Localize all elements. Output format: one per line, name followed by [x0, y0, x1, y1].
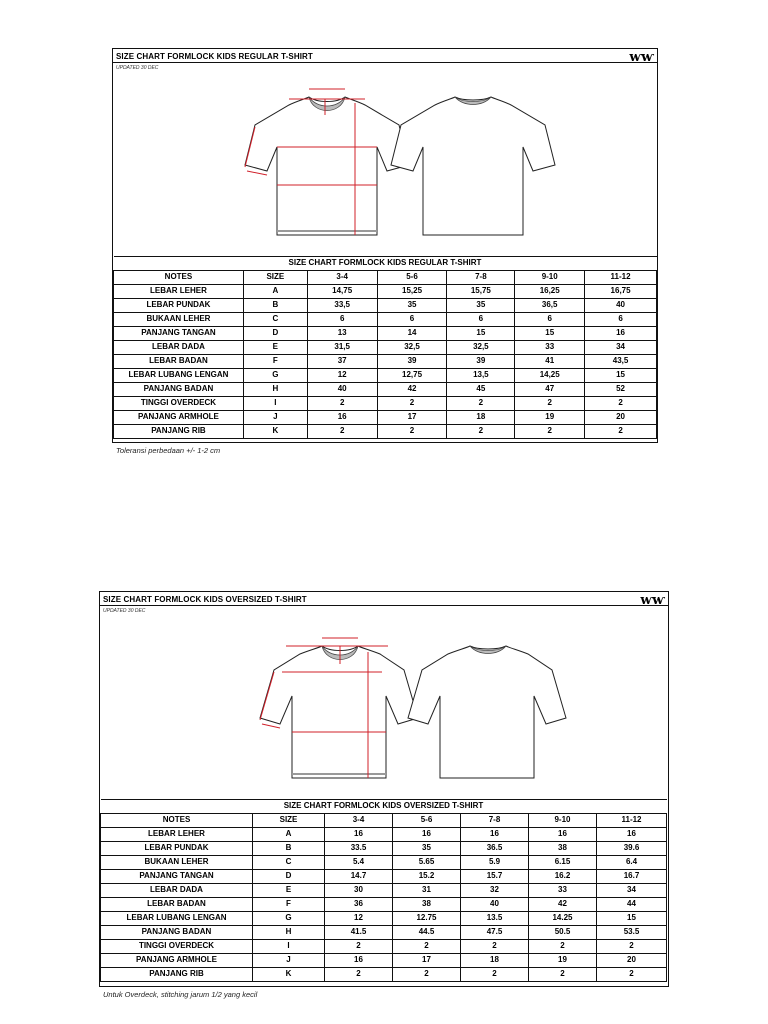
measurement-code: E [243, 341, 307, 355]
size-value: 31 [393, 884, 461, 898]
measurement-code: I [253, 940, 325, 954]
tshirt-illustration [113, 79, 657, 255]
measurement-code: J [243, 411, 307, 425]
size-value: 12,75 [377, 369, 447, 383]
size-value: 50.5 [529, 926, 597, 940]
size-value: 16 [461, 828, 529, 842]
size-value: 31,5 [307, 341, 377, 355]
size-value: 20 [585, 411, 657, 425]
size-value: 32,5 [447, 341, 515, 355]
size-value: 42 [529, 898, 597, 912]
size-value: 2 [597, 940, 667, 954]
size-value: 2 [393, 968, 461, 982]
measurement-name: PANJANG RIB [101, 968, 253, 982]
size-value: 5.9 [461, 856, 529, 870]
measurement-name: LEBAR BADAN [101, 898, 253, 912]
table-row [114, 425, 657, 439]
size-value: 32,5 [377, 341, 447, 355]
size-value: 2 [515, 425, 585, 439]
size-value: 16 [325, 954, 393, 968]
measurement-code: D [243, 327, 307, 341]
table-body [114, 285, 657, 439]
size-value: 5.4 [325, 856, 393, 870]
measurement-name: PANJANG BADAN [101, 926, 253, 940]
size-value: 14,75 [307, 285, 377, 299]
table-row [101, 898, 667, 912]
table-row [101, 912, 667, 926]
size-value: 20 [597, 954, 667, 968]
col-header: SIZE [243, 271, 307, 285]
measurement-name: LEBAR BADAN [114, 355, 244, 369]
measurement-name: LEBAR LUBANG LENGAN [114, 369, 244, 383]
size-value: 40 [585, 299, 657, 313]
size-value: 2 [307, 397, 377, 411]
measurement-code: D [253, 870, 325, 884]
size-value: 16 [325, 828, 393, 842]
measurement-code: G [243, 369, 307, 383]
brand-logo-icon: ⱳⱳ [640, 593, 664, 608]
divider [113, 62, 657, 63]
size-value: 47.5 [461, 926, 529, 940]
measurement-code: K [243, 425, 307, 439]
measurement-name: LEBAR LUBANG LENGAN [101, 912, 253, 926]
table-row [101, 870, 667, 884]
size-value: 33.5 [325, 842, 393, 856]
measurement-code: H [243, 383, 307, 397]
tshirt-front-icon [260, 638, 418, 778]
size-value: 17 [377, 411, 447, 425]
table-caption-row [101, 800, 667, 814]
measurement-code: A [253, 828, 325, 842]
size-value: 19 [529, 954, 597, 968]
size-value: 38 [529, 842, 597, 856]
table-row [101, 940, 667, 954]
measurement-name: PANJANG BADAN [114, 383, 244, 397]
measurement-name: PANJANG ARMHOLE [114, 411, 244, 425]
size-value: 34 [597, 884, 667, 898]
size-value: 2 [325, 968, 393, 982]
measurement-name: LEBAR DADA [114, 341, 244, 355]
measurement-name: TINGGI OVERDECK [101, 940, 253, 954]
size-value: 53.5 [597, 926, 667, 940]
size-table [113, 256, 657, 439]
col-header: SIZE [253, 814, 325, 828]
size-value: 37 [307, 355, 377, 369]
measurement-code: C [253, 856, 325, 870]
size-value: 41.5 [325, 926, 393, 940]
size-value: 2 [325, 940, 393, 954]
measurement-name: LEBAR PUNDAK [101, 842, 253, 856]
col-header: 11-12 [585, 271, 657, 285]
table-row [101, 954, 667, 968]
table-header-row [101, 814, 667, 828]
measurement-name: BUKAAN LEHER [114, 313, 244, 327]
size-value: 35 [377, 299, 447, 313]
table-row [114, 355, 657, 369]
size-value: 35 [393, 842, 461, 856]
size-value: 2 [307, 425, 377, 439]
size-value: 43,5 [585, 355, 657, 369]
col-header: 9-10 [529, 814, 597, 828]
size-value: 42 [377, 383, 447, 397]
size-value: 34 [585, 341, 657, 355]
size-value: 2 [461, 968, 529, 982]
table-row [114, 369, 657, 383]
size-value: 15 [585, 369, 657, 383]
size-value: 15 [597, 912, 667, 926]
tshirt-diagram [100, 622, 668, 798]
table-row [114, 341, 657, 355]
tshirt-diagram [113, 79, 657, 255]
table-row [101, 842, 667, 856]
size-chart-regular [112, 48, 658, 443]
table-row [101, 884, 667, 898]
table-row [114, 383, 657, 397]
size-value: 15 [515, 327, 585, 341]
size-value: 40 [461, 898, 529, 912]
table-header-row [114, 271, 657, 285]
size-value: 6.15 [529, 856, 597, 870]
size-value: 2 [585, 397, 657, 411]
size-value: 13,5 [447, 369, 515, 383]
size-value: 12.75 [393, 912, 461, 926]
col-header: 7-8 [447, 271, 515, 285]
table-row [101, 926, 667, 940]
table-row [101, 968, 667, 982]
size-value: 15.7 [461, 870, 529, 884]
measurement-code: F [243, 355, 307, 369]
table-row [114, 285, 657, 299]
size-value: 18 [447, 411, 515, 425]
measurement-name: PANJANG ARMHOLE [101, 954, 253, 968]
size-value: 17 [393, 954, 461, 968]
size-value: 2 [529, 968, 597, 982]
sheet-title: SIZE CHART FORMLOCK KIDS REGULAR T-SHIRT [116, 52, 313, 61]
size-value: 36,5 [515, 299, 585, 313]
measurement-name: LEBAR PUNDAK [114, 299, 244, 313]
size-value: 33 [515, 341, 585, 355]
size-table [100, 799, 667, 982]
col-header: NOTES [101, 814, 253, 828]
size-value: 13 [307, 327, 377, 341]
size-value: 35 [447, 299, 515, 313]
measurement-name: BUKAAN LEHER [101, 856, 253, 870]
size-value: 15.2 [393, 870, 461, 884]
measurement-name: LEBAR DADA [101, 884, 253, 898]
size-value: 16,25 [515, 285, 585, 299]
size-value: 5.65 [393, 856, 461, 870]
size-value: 2 [447, 397, 515, 411]
size-value: 12 [325, 912, 393, 926]
size-value: 16 [597, 828, 667, 842]
size-value: 18 [461, 954, 529, 968]
tshirt-illustration [100, 622, 668, 798]
size-value: 6 [447, 313, 515, 327]
size-value: 2 [461, 940, 529, 954]
measurement-code: A [243, 285, 307, 299]
brand-logo-icon: ⱳⱳ [629, 50, 653, 65]
size-value: 52 [585, 383, 657, 397]
size-value: 15,25 [377, 285, 447, 299]
table-row [114, 327, 657, 341]
updated-date: UPDATED 30 DEC [116, 65, 159, 71]
size-value: 2 [393, 940, 461, 954]
measurement-code: B [253, 842, 325, 856]
size-value: 2 [447, 425, 515, 439]
size-value: 2 [597, 968, 667, 982]
measurement-code: K [253, 968, 325, 982]
size-value: 16 [393, 828, 461, 842]
table-row [114, 397, 657, 411]
size-value: 47 [515, 383, 585, 397]
size-value: 36.5 [461, 842, 529, 856]
col-header: NOTES [114, 271, 244, 285]
size-value: 19 [515, 411, 585, 425]
size-value: 14.25 [529, 912, 597, 926]
size-value: 14.7 [325, 870, 393, 884]
col-header: 5-6 [393, 814, 461, 828]
size-value: 2 [377, 425, 447, 439]
measurement-name: PANJANG TANGAN [101, 870, 253, 884]
size-value: 6 [585, 313, 657, 327]
col-header: 11-12 [597, 814, 667, 828]
measurement-code: C [243, 313, 307, 327]
updated-date: UPDATED 30 DEC [103, 608, 146, 614]
size-value: 33,5 [307, 299, 377, 313]
size-value: 41 [515, 355, 585, 369]
size-value: 38 [393, 898, 461, 912]
size-value: 14 [377, 327, 447, 341]
divider [100, 605, 668, 606]
size-value: 13.5 [461, 912, 529, 926]
size-value: 6 [307, 313, 377, 327]
size-chart-oversized [99, 591, 669, 987]
col-header: 3-4 [325, 814, 393, 828]
table-caption: SIZE CHART FORMLOCK KIDS REGULAR T-SHIRT [114, 257, 657, 271]
size-value: 36 [325, 898, 393, 912]
table-caption: SIZE CHART FORMLOCK KIDS OVERSIZED T-SHIRT [101, 800, 667, 814]
size-value: 16 [529, 828, 597, 842]
size-value: 15 [447, 327, 515, 341]
size-value: 40 [307, 383, 377, 397]
size-value: 30 [325, 884, 393, 898]
measurement-code: G [253, 912, 325, 926]
footnote: Untuk Overdeck, stitching jarum 1/2 yang kecil [103, 990, 258, 999]
measurement-code: F [253, 898, 325, 912]
col-header: 9-10 [515, 271, 585, 285]
size-value: 39.6 [597, 842, 667, 856]
measurement-name: PANJANG TANGAN [114, 327, 244, 341]
size-value: 33 [529, 884, 597, 898]
tshirt-front-icon [245, 89, 409, 235]
tshirt-back-icon [391, 97, 555, 235]
measurement-name: TINGGI OVERDECK [114, 397, 244, 411]
size-value: 6 [377, 313, 447, 327]
size-value: 2 [515, 397, 585, 411]
measurement-code: I [243, 397, 307, 411]
size-value: 16.7 [597, 870, 667, 884]
size-value: 44 [597, 898, 667, 912]
measurement-code: H [253, 926, 325, 940]
size-value: 6.4 [597, 856, 667, 870]
size-value: 44.5 [393, 926, 461, 940]
col-header: 5-6 [377, 271, 447, 285]
measurement-name: LEBAR LEHER [101, 828, 253, 842]
size-value: 2 [585, 425, 657, 439]
size-value: 16,75 [585, 285, 657, 299]
table-row [101, 856, 667, 870]
table-row [114, 313, 657, 327]
table-caption-row [114, 257, 657, 271]
size-value: 32 [461, 884, 529, 898]
measurement-name: PANJANG RIB [114, 425, 244, 439]
size-value: 45 [447, 383, 515, 397]
table-row [101, 828, 667, 842]
size-value: 14,25 [515, 369, 585, 383]
size-value: 12 [307, 369, 377, 383]
size-value: 39 [377, 355, 447, 369]
size-value: 2 [529, 940, 597, 954]
table-body [101, 828, 667, 982]
size-value: 16 [585, 327, 657, 341]
size-value: 16 [307, 411, 377, 425]
col-header: 3-4 [307, 271, 377, 285]
measurement-code: B [243, 299, 307, 313]
measurement-code: E [253, 884, 325, 898]
sheet-title: SIZE CHART FORMLOCK KIDS OVERSIZED T-SHIRT [103, 595, 307, 604]
size-value: 39 [447, 355, 515, 369]
table-row [114, 411, 657, 425]
measurement-code: J [253, 954, 325, 968]
size-value: 2 [377, 397, 447, 411]
size-value: 16.2 [529, 870, 597, 884]
col-header: 7-8 [461, 814, 529, 828]
footnote: Toleransi perbedaan +/- 1-2 cm [116, 446, 221, 455]
measurement-name: LEBAR LEHER [114, 285, 244, 299]
size-value: 6 [515, 313, 585, 327]
tshirt-back-icon [408, 646, 566, 778]
table-row [114, 299, 657, 313]
size-value: 15,75 [447, 285, 515, 299]
